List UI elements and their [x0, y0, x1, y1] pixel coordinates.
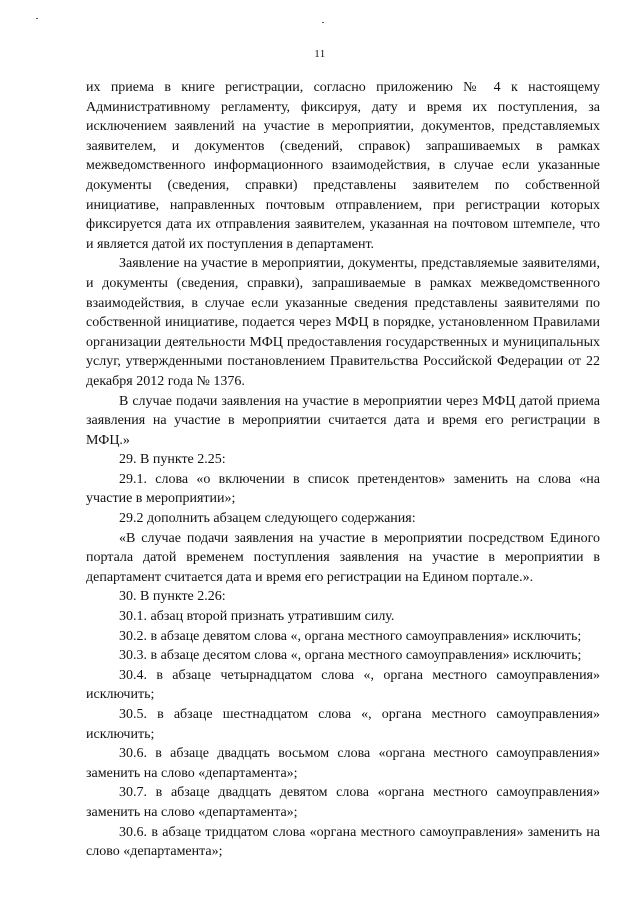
item-30-6: 30.6. в абзаце двадцать восьмом слова «органа местного самоуправления» заменить на слово «департамента»;	[86, 746, 600, 781]
paragraph-continuation: их приема в книге регистрации, согласно приложению № 4 к настоящему Административному регламенту, фиксируя, дату и время их поступления, за исключением заявлений на участие в мероприятии, документов, представляемых заявителем, и документов (сведений, справок) запрашиваемых в рамках межведомственного информационного взаимодействия, в случае если указанные документы (сведения, справки) представлены заявителем по собственной инициативе, направленных почтовым отправлением, при регистрации которых фиксируется дата их отправления заявителем, указанная на почтовом штемпеле, что и является датой их поступления в департамент.	[86, 80, 600, 252]
item-30-4: 30.4. в абзаце четырнадцатом слова «, органа местного самоуправления» исключить;	[86, 667, 600, 703]
item-30-1: 30.1. абзац второй признать утратившим силу.	[119, 609, 395, 625]
item-30-2: 30.2. в абзаце девятом слова «, органа местного самоуправления» исключить;	[119, 628, 582, 644]
scan-speck	[36, 18, 38, 19]
item-30-6-second: 30.6. в абзаце тридцатом слова «органа местного самоуправления» заменить на слово «департамента»;	[86, 824, 600, 860]
document-body	[86, 78, 600, 862]
item-30-7: 30.7. в абзаце двадцать девятом слова «органа местного самоуправления» заменить на слово «департамента»;	[86, 785, 600, 820]
item-29: 29. В пункте 2.25:	[119, 452, 226, 468]
item-29-2: 29.2 дополнить абзацем следующего содержания:	[119, 511, 416, 527]
quote-portal: «В случае подачи заявления на участие в мероприятии посредством Единого портала датой временем поступления заявления на участие в мероприятии в департамент считается дата и время его регистрации на Едином портале.».	[86, 530, 600, 585]
page-number: 11	[314, 48, 326, 60]
paragraph-mfc-date: В случае подачи заявления на участие в мероприятии через МФЦ датой приема заявления на участие в мероприятии считается дата и время его регистрации в МФЦ.»	[86, 393, 600, 448]
item-30-3: 30.3. в абзаце десятом слова «, органа местного самоуправления» исключить;	[119, 648, 582, 664]
scan-speck	[322, 22, 324, 23]
paragraph-mfc-application: Заявление на участие в мероприятии, документы, представляемые заявителями, и документы (сведения, справки), запрашиваемые в рамках межведомственного взаимодействия, в случае если указанные сведения представлены заявителями по собственной инициативе, подается через МФЦ в порядке, установленном Правилами организации деятельности МФЦ предоставления государственных и муниципальных услуг, утвержденными постановлением Правительства Российской Федерации от 22 декабря 2012 года № 1376.	[86, 256, 600, 389]
item-29-1: 29.1. слова «о включении в список претендентов» заменить на слова «на участие в мероприятии»;	[86, 471, 600, 507]
item-30-5: 30.5. в абзаце шестнадцатом слова «, органа местного самоуправления» исключить;	[86, 707, 600, 742]
item-30: 30. В пункте 2.26:	[119, 589, 226, 605]
